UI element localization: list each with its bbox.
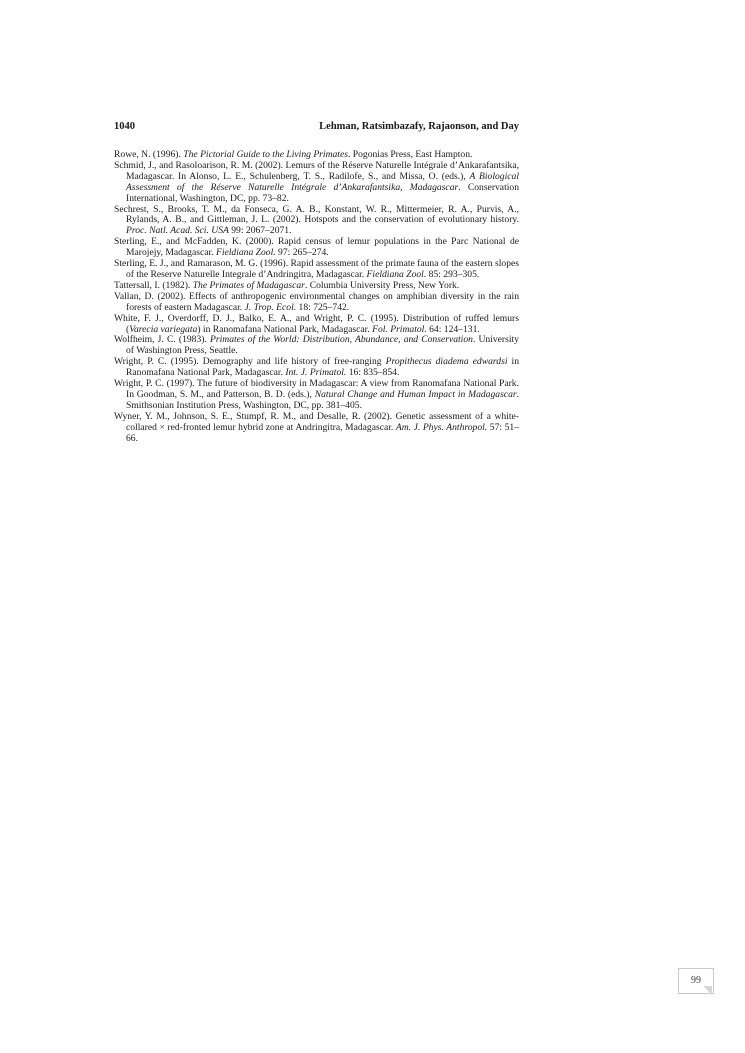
reference-italic-text: Proc. Natl. Acad. Sci. USA [126,225,229,237]
reference-italic-text: Fieldiana Zool. [366,268,427,280]
page-number-badge[interactable] [678,968,714,994]
reference-text: . Smithsonian Institution Press, Washington, DC, pp. 381–405. [126,388,519,411]
reference-entry [114,237,519,259]
reference-text: Wolfheim, J. C. (1983). [114,334,211,346]
reference-text: 16: 835–854. [346,367,400,379]
reference-text: in Ranomafana National Park, Madagascar. [126,356,519,379]
reference-text: Wyner, Y. M., Johnson, S. E., Stumpf, R. M., and Desalle, R. (2002). Genetic assessment of a white-collared × red-fronted lemur hybrid zone at Andringitra, Madagascar. [114,410,519,433]
reference-text: Schmid, J., and Rasoloarison, R. M. (2002). Lemurs of the Réserve Naturelle Intégrale d’Ankarafantsika, Madagascar. In Alonso, L. E., Schulenberg, T. S., Radilofe, S., and Missa, O. (eds.), [114,159,519,182]
reference-text: Rowe, N. (1996). [114,149,184,160]
reference-text: 85: 293–305. [426,268,480,280]
reference-text: 99: 2067–2071. [228,225,292,237]
reference-italic-text: Propithecus diadema edwardsi [385,356,508,368]
reference-text: White, F. J., Overdorff, D. J., Balko, E. A., and Wright, P. C. (1995). Distribution of ruffed lemurs ( [114,312,519,335]
page-curl-icon [703,986,712,995]
reference-italic-text: Fieldiana Zool. [215,247,276,259]
reference-text: Vallan, D. (2002). Effects of anthropogenic environmental changes on amphibian diversity in the rain forests of eastern Madagascar. [114,290,519,313]
reference-text: Sechrest, S., Brooks, T. M., da Fonseca, G. A. B., Konstant, W. R., Mittermeier, R. A., Purvis, A., Rylands, A. B., and Gittleman, J. L. (2002). Hotspots and the conservation of evolutionary history. [114,203,519,226]
reference-italic-text: The Pictorial Guide to the Living Primates [183,149,348,160]
reference-text: . University of Washington Press, Seattle. [126,334,519,357]
viewer-page-number: 99 [691,975,701,986]
reference-list [114,150,519,444]
reference-entry [114,314,519,336]
reference-italic-text: Varecia variegata [129,323,198,335]
journal-page-number: 1040 [114,121,135,132]
reference-text: 57: 51–66. [126,421,519,444]
reference-entry [114,412,519,445]
reference-italic-text: Int. J. Primatol. [285,367,347,379]
reference-text: Sterling, E. J., and Ramarason, M. G. (1996). Rapid assessment of the primate fauna of the eastern slopes of the Reserve Naturelle Integrale d’Andringitra, Madagascar. [114,258,519,280]
reference-entry [114,205,519,238]
page-header [114,121,519,135]
reference-italic-text: Primates of the World: Distribution, Abundance, and Conservation [210,334,473,346]
reference-text: 18: 725–742. [296,301,350,313]
reference-italic-text: A Biological Assessment of the Réserve Naturelle Intégrale d’Ankarafantsika, Madagascar [126,170,519,193]
reference-entry [114,357,519,379]
reference-text: 64: 124–131. [426,323,480,335]
reference-entry [114,292,519,314]
reference-text: 97: 265–274. [275,247,329,259]
reference-text: Tattersall, I. (1982). [114,279,193,291]
running-head-authors: Lehman, Ratsimbazafy, Rajaonson, and Day [319,121,519,132]
reference-italic-text: Fol. Primatol. [372,323,427,335]
reference-italic-text: Natural Change and Human Impact in Madagascar [314,388,517,400]
reference-entry [114,161,519,205]
reference-text: ) in Ranomafana National Park, Madagascar. [197,323,373,335]
reference-text: Wright, P. C. (1997). The future of biodiversity in Madagascar: A view from Ranomafana National Park. In Goodman, S. M., and Patterson, B. D. (eds.), [114,378,519,400]
reference-entry [114,335,519,357]
reference-text: . Conservation International, Washington, DC, pp. 73–82. [126,181,519,204]
reference-italic-text: Am. J. Phys. Anthropol. [395,421,488,433]
reference-text: . Pogonias Press, East Hampton. [347,149,473,160]
reference-italic-text: The Primates of Madagascar [192,279,305,291]
reference-text: Wright, P. C. (1995). Demography and life history of free-ranging [114,356,386,368]
reference-entry [114,379,519,412]
reference-italic-text: J. Trop. Ecol. [244,301,297,313]
reference-text: Sterling, E., and McFadden, K. (2000). Rapid census of lemur populations in the Parc National de Marojejy, Madagascar. [114,236,519,259]
reference-text: . Columbia University Press, New York. [304,279,460,291]
reference-entry [114,259,519,281]
